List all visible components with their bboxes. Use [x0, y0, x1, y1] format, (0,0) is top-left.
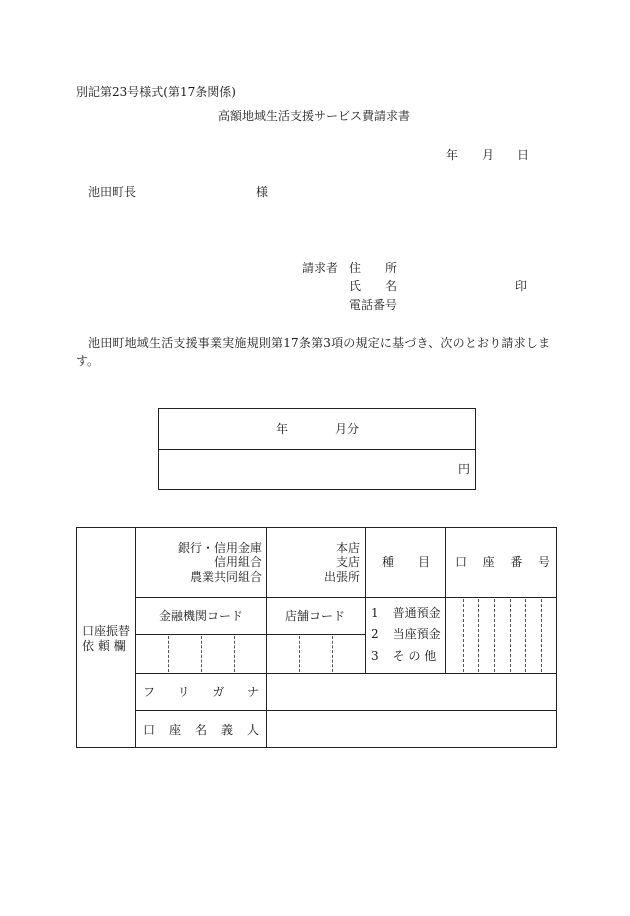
phone-label: 電話番号 [349, 298, 398, 312]
account-number-digit-divider [463, 599, 464, 672]
addressee-name: 池田町長 [88, 185, 137, 199]
seal-mark: 印 [515, 279, 528, 293]
amount-yen-label: 円 [458, 462, 471, 476]
bank-table-row-divider-4 [135, 710, 557, 711]
account-type-header: 種 目 [382, 555, 430, 569]
bank-table-col-divider-3 [445, 527, 446, 673]
bank-table-col-divider-1 [266, 527, 267, 748]
side-label-line2: 依 頼 欄 [82, 639, 126, 653]
account-number-digit-divider [541, 599, 542, 672]
account-number-digit-divider [510, 599, 511, 672]
name-label: 氏 名 [349, 279, 397, 293]
account-type-option-1: 1 普通預金 [371, 606, 441, 620]
bank-code-digit-divider [234, 636, 235, 672]
document-title: 高額地域生活支援サービス費請求書 [218, 109, 411, 123]
branch-code-digit-divider [332, 636, 333, 672]
bank-code-label: 金融機関コード [159, 609, 244, 623]
account-number-header: 口 座 番 号 [455, 555, 550, 569]
bank-table-side-divider [135, 527, 136, 748]
branch-type-office: 出張所 [323, 570, 360, 584]
form-number: 別記第23号様式(第17条関係) [76, 85, 236, 99]
bank-table-row-divider-3 [135, 673, 557, 674]
bank-table-row-divider-2 [135, 634, 365, 635]
institution-type-bank: 銀行・信用金庫 [177, 541, 262, 555]
account-holder-label: 口 座 名 義 人 [143, 723, 259, 737]
bank-code-digit-divider [201, 636, 202, 672]
account-type-option-3: 3 そ の 他 [371, 649, 437, 663]
body-text-line2: す。 [76, 354, 100, 368]
furigana-label: フ リ ガ ナ [143, 685, 259, 699]
account-number-digit-divider [525, 599, 526, 672]
account-type-option-2: 2 当座預金 [371, 627, 441, 641]
date-day-label: 日 [517, 148, 530, 162]
body-text-line1: 池田町地域生活支援事業実施規則第17条第3項の規定に基づき、次のとおり請求しま [88, 336, 551, 350]
amount-year-label: 年 [276, 422, 289, 436]
institution-type-agri-coop: 農業共同組合 [189, 570, 262, 584]
branch-code-digit-divider [299, 636, 300, 672]
amount-box-divider [158, 449, 476, 450]
amount-month-label: 月分 [335, 422, 360, 436]
date-month-label: 月 [482, 148, 495, 162]
date-year-label: 年 [446, 148, 459, 162]
account-number-digit-divider [478, 599, 479, 672]
address-label: 住 所 [349, 261, 397, 275]
account-number-digit-divider [494, 599, 495, 672]
side-label-line1: 口座振替 [82, 624, 131, 638]
branch-type-main: 本店 [335, 541, 360, 555]
addressee-honorific: 様 [256, 185, 269, 199]
branch-type-branch: 支店 [335, 555, 360, 569]
claimant-label: 請求者 [302, 261, 339, 275]
institution-type-credit-union: 信用組合 [213, 555, 262, 569]
branch-code-label: 店舗コード [285, 609, 346, 623]
bank-table-col-divider-2 [365, 527, 366, 673]
bank-code-digit-divider [168, 636, 169, 672]
bank-table-row-divider-1 [135, 597, 557, 598]
